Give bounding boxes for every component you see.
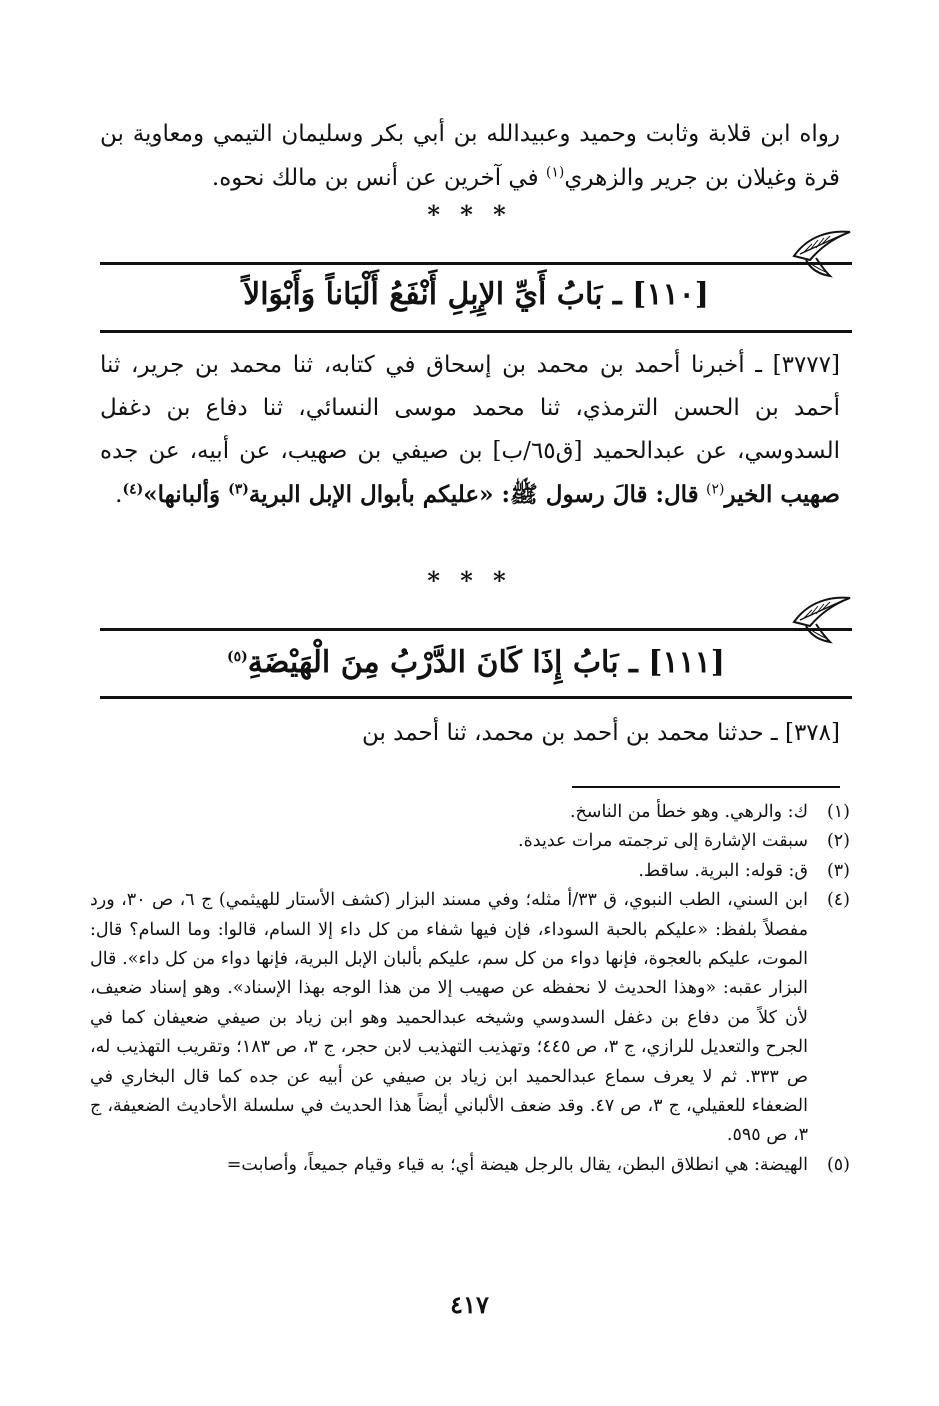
page-number: ٤١٧ [450,1290,489,1319]
footnote-ref-2[interactable]: (٢) [705,481,725,498]
chapter-rule-bottom [100,330,852,333]
hadith-paragraph-3777 [100,344,840,517]
section-separator: * * * [427,200,512,229]
footnote-1 [90,798,850,827]
footnote-number: (٣) [826,860,850,881]
narrator-name: صهيب الخير [724,481,840,508]
footnote-text: ابن السني، الطب النبوي، ق ٣٣/أ مثله؛ وفي مسند البزار (كشف الأستار للهيثمي) ج ٦، ص ٣٠، ورد مفصلاً بلفظ: «عليكم بالحبة السوداء، فإن فيها شفاء من كل داء إلا السام، قالوا: وما السام؟ قال: الموت، عليكم بالعجوة، فإنها دواء من كل سم، عليكم بألبان الإبل البرية، فإنها دواء من كل داء». قال البزار عقبه: «وهذا الحديث لا نحفظه عن صهيب إلا من هذا الوجه بهذا الإسناد». وهو إسناد ضعيف، لأن كلاً من دفاع بن دغفل السدوسي وشيخه عبدالحميد وهو ابن زياد بن صيفي ضعيفان كما في الجرح والتعديل للرازي، ج ٣، ص ٤٤٥؛ وتهذيب التهذيب لابن حجر، ج ٣، ص ١٨٣؛ وتقريب التهذيب له، ص ٣٣٣. ثم لا يعرف سماع عبدالحميد ابن زياد بن صيفي عن أبيه عن جده كما قال البخاري في الضعفاء للعقيلي، ج ٣، ص ٤٧. وقد ضعف الألباني أيضاً هذا الحديث في سلسلة الأحاديث الضعيفة، ج ٣، ص ٥٩٥. [90,890,809,1146]
footnote-2 [90,827,850,856]
hadith-text-a: [٣٧٧٧] ـ أخبرنا أحمد بن محمد بن إسحاق في كتابه، ثنا محمد بن جرير، ثنا أحمد بن الحسن الترمذي، ثنا محمد موسى النسائي، ثنا دفاع بن دغفل السدوسي، عن عبدالحميد [ق٦٥/ب] بن صيفي بن صهيب، عن أبيه، عن جده [100,352,840,464]
section-separator: * * * [427,566,512,595]
footnote-4 [90,886,850,1151]
footnotes [90,798,850,1180]
intro-paragraph [100,112,840,200]
footnote-ref-4[interactable]: (٤) [122,481,144,498]
intro-text-b: في آخرين عن أنس بن مالك نحوه. [211,165,546,191]
footnote-number: (١) [826,802,850,822]
quill-pen-icon [790,592,852,646]
chapter-rule-bottom [100,696,852,699]
hadith-text-b [699,482,706,508]
footnote-ref-1[interactable]: (١) [545,164,565,181]
footnote-number: (٤) [826,890,850,911]
intro-text-a: رواه ابن قلابة وثابت وحميد وعبيدالله بن أبي بكر وسليمان التيمي ومعاوية بن قرة وغيلان بن جرير والزهري [100,121,840,191]
chapter-title-110: [١١٠] ـ بَابُ أَيِّ الإِبِلِ أَنْفَعُ أَلْبَاناً وَأَبْوَالاً [243,277,709,312]
footnote-5 [90,1151,850,1180]
chapter-title-111 [100,640,852,686]
footnote-number: (٢) [826,831,850,852]
hadith-paragraph-3778: [٣٧٨] ـ حدثنا محمد بن أحمد بن محمد، ثنا أحمد بن [361,720,840,746]
footnote-text: الهيضة: هي انطلاق البطن، يقال بالرجل هيضة أي؛ به قياء وقيام جميعاً، وأصابت= [226,1154,808,1175]
chapter-rule-top [100,628,852,631]
hadith-text-d: . [115,482,123,508]
chapter-title-111-text: [١١١] ـ بَابُ إِذَا كَانَ الدَّرْبُ مِنَ الْهَيْضَةِ [247,645,725,680]
footnote-ref-3[interactable]: (٣) [228,481,249,498]
footnote-separator [572,786,840,788]
chapter-rule-top [100,262,852,265]
footnote-ref-5[interactable]: (٥) [227,649,248,665]
footnote-text: ق: قوله: البرية. ساقط. [638,860,808,881]
footnote-text: ك: والرهي. وهو خطأ من الناسخ. [569,802,808,822]
hadith-matn: قال: قالَ رسول ﷺ: «عليكم بأبوال الإبل البرية [248,481,699,508]
footnote-text: سبقت الإشارة إلى ترجمته مرات عديدة. [518,831,808,852]
footnote-3 [90,857,850,886]
hadith-text-c: وَألبانها» [143,481,229,508]
footnote-number: (٥) [826,1154,850,1175]
